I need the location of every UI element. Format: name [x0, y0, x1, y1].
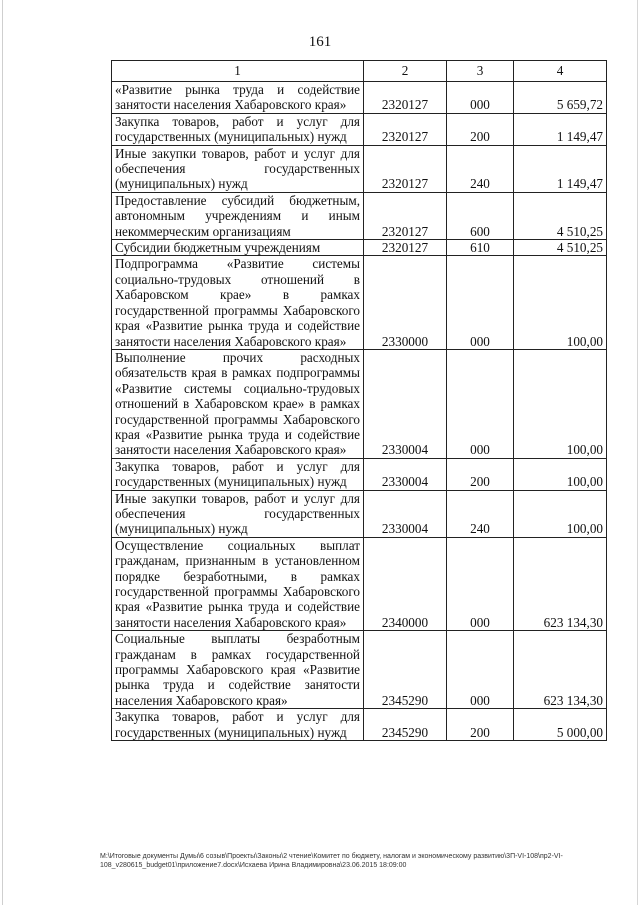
- row-sum-cell: 4 510,25: [514, 192, 607, 239]
- row-vr-cell: 000: [447, 256, 514, 349]
- row-sum-cell: 5 000,00: [514, 709, 607, 741]
- row-name-cell: Иные закупки товаров, работ и услуг для обеспечения государственных (муниципальных) нужд: [112, 145, 364, 192]
- table-row: [112, 145, 607, 192]
- row-sum-cell: 623 134,30: [514, 631, 607, 709]
- row-name-cell: Социальные выплаты безработным гражданам в рамках государственной программы Хабаровского края «Развитие рынка труда и содействие занятости населения Хабаровского края»: [112, 631, 364, 709]
- row-name-cell: Иные закупки товаров, работ и услуг для обеспечения государственных (муниципальных) нужд: [112, 490, 364, 537]
- row-code-cell: 2330004: [364, 349, 447, 458]
- row-vr-cell: 200: [447, 709, 514, 741]
- row-vr-cell: 200: [447, 113, 514, 145]
- scan-edge-right: [637, 0, 638, 905]
- row-vr-cell: 000: [447, 349, 514, 458]
- row-code-cell: 2320127: [364, 145, 447, 192]
- row-code-cell: 2345290: [364, 631, 447, 709]
- row-name-cell: Подпрограмма «Развитие системы социально-трудовых отношений в Хабаровском крае» в рамках государственной программы Хабаровского края «Развитие рынка труда и содействие занятости населения Хабаровского края»: [112, 256, 364, 349]
- budget-table: [111, 60, 607, 741]
- row-sum-cell: 1 149,47: [514, 145, 607, 192]
- table-row: [112, 82, 607, 114]
- row-vr-cell: 240: [447, 490, 514, 537]
- row-code-cell: 2330004: [364, 490, 447, 537]
- row-name-cell: Осуществление социальных выплат гражданам, признанным в установленном порядке безработными, в рамках государственной программы Хабаровского края «Развитие рынка труда и содействие занятости населения Хабаровского края»: [112, 537, 364, 630]
- table-row: [112, 240, 607, 256]
- column-header: 2: [364, 61, 447, 82]
- row-code-cell: 2330004: [364, 458, 447, 490]
- row-sum-cell: 100,00: [514, 458, 607, 490]
- row-code-cell: 2340000: [364, 537, 447, 630]
- row-sum-cell: 4 510,25: [514, 240, 607, 256]
- row-vr-cell: 610: [447, 240, 514, 256]
- row-vr-cell: 600: [447, 192, 514, 239]
- table-row: [112, 490, 607, 537]
- row-vr-cell: 200: [447, 458, 514, 490]
- row-name-cell: Выполнение прочих расходных обязательств края в рамках подпрограммы «Развитие системы социально-трудовых отношений в Хабаровском крае» в рамках государственной программы Хабаровского края «Развитие рынка труда и содействие занятости населения Хабаровского края»: [112, 349, 364, 458]
- row-sum-cell: 5 659,72: [514, 82, 607, 114]
- row-code-cell: 2320127: [364, 113, 447, 145]
- table-row: [112, 709, 607, 741]
- row-vr-cell: 000: [447, 537, 514, 630]
- row-name-cell: Закупка товаров, работ и услуг для государственных (муниципальных) нужд: [112, 458, 364, 490]
- row-code-cell: 2345290: [364, 709, 447, 741]
- page-number: 161: [308, 34, 332, 50]
- row-name-cell: «Развитие рынка труда и содействие занятости населения Хабаровского края»: [112, 82, 364, 114]
- row-vr-cell: 000: [447, 82, 514, 114]
- scan-edge-left: [2, 0, 3, 905]
- table-row: [112, 631, 607, 709]
- row-name-cell: Субсидии бюджетным учреждениям: [112, 240, 364, 256]
- row-vr-cell: 240: [447, 145, 514, 192]
- table-row: [112, 537, 607, 630]
- row-name-cell: Закупка товаров, работ и услуг для государственных (муниципальных) нужд: [112, 709, 364, 741]
- row-code-cell: 2330000: [364, 256, 447, 349]
- row-code-cell: 2320127: [364, 192, 447, 239]
- row-code-cell: 2320127: [364, 82, 447, 114]
- row-sum-cell: 100,00: [514, 349, 607, 458]
- row-vr-cell: 000: [447, 631, 514, 709]
- table-row: [112, 458, 607, 490]
- table-row: [112, 192, 607, 239]
- row-name-cell: Закупка товаров, работ и услуг для государственных (муниципальных) нужд: [112, 113, 364, 145]
- row-code-cell: 2320127: [364, 240, 447, 256]
- row-sum-cell: 100,00: [514, 256, 607, 349]
- column-header: 3: [447, 61, 514, 82]
- table-row: [112, 256, 607, 349]
- table-header-row: [112, 61, 607, 82]
- row-name-cell: Предоставление субсидий бюджетным, автономным учреждениям и иным некоммерческим организациям: [112, 192, 364, 239]
- row-sum-cell: 100,00: [514, 490, 607, 537]
- row-sum-cell: 623 134,30: [514, 537, 607, 630]
- document-path-footer: M:\Итоговые документы Думы\6 созыв\Проекты\Законы\2 чтение\Комитет по бюджету, налогам и экономическому развитию\3П-VI-108\пр2-VI-108_v280615_budget01\приложение7.docx\Исхаева Ирина Владимировна\23.06.2015 18:09:00: [100, 853, 563, 869]
- table-row: [112, 349, 607, 458]
- table-row: [112, 113, 607, 145]
- column-header: 4: [514, 61, 607, 82]
- row-sum-cell: 1 149,47: [514, 113, 607, 145]
- column-header: 1: [112, 61, 364, 82]
